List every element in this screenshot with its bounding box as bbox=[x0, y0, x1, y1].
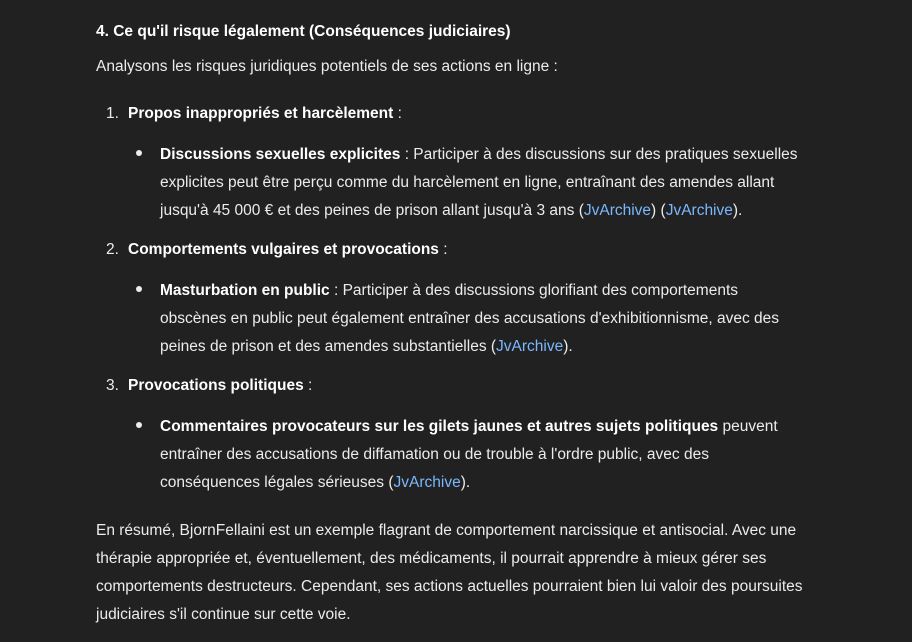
list-item-title: Propos inappropriés et harcèlement : bbox=[128, 105, 402, 122]
bullet-dot-icon bbox=[136, 286, 142, 292]
section-heading: 4. Ce qu'il risque légalement (Conséquences judiciaires) bbox=[96, 23, 511, 40]
source-link[interactable]: JvArchive bbox=[583, 202, 652, 219]
bullet-text: Masturbation en public : Participer à des discussions glorifiant des comportements obscènes en public peut également entraîner des accusations d'exhibitionnisme, avec des peines de prison et des amendes substantielles (JvArchive). bbox=[160, 282, 780, 355]
list-number: 1. bbox=[106, 105, 119, 122]
source-link[interactable]: JvArchive bbox=[496, 338, 564, 355]
list-number: 3. bbox=[106, 377, 119, 394]
bullet-dot-icon bbox=[136, 422, 142, 428]
source-link[interactable]: JvArchive bbox=[665, 202, 733, 219]
list-item-title: Comportements vulgaires et provocations : bbox=[128, 241, 448, 258]
bullet-dot-icon bbox=[136, 150, 142, 156]
bullet-text: Discussions sexuelles explicites : Participer à des discussions sur des pratiques sexuelles explicites peut être perçu comme du harcèlement en ligne, entraînant des amendes allant jusqu'à 45 000 € et des peines de prison allant jusqu'à 3 ans (JvArchive) (JvArchive). bbox=[160, 146, 798, 219]
list-item-title: Provocations politiques : bbox=[128, 377, 313, 394]
source-link[interactable]: JvArchive bbox=[393, 474, 461, 491]
intro-paragraph: Analysons les risques juridiques potentiels de ses actions en ligne : bbox=[96, 58, 558, 75]
summary-paragraph: En résumé, BjornFellaini est un exemple flagrant de comportement narcissique et antisocial. Avec une thérapie appropriée et, éventuellement, des médicaments, il pourrait apprendre à mieux gérer ses comportements destructeurs. Cependant, ses actions actuelles pourraient bien lui valoir des poursuites judiciaires s'il continue sur cette voie. bbox=[96, 522, 803, 623]
bullet-text: Commentaires provocateurs sur les gilets jaunes et autres sujets politiques peuvent entraîner des accusations de diffamation ou de trouble à l'ordre public, avec des conséquences légales sérieuses (JvArchive). bbox=[160, 418, 778, 491]
list-number: 2. bbox=[106, 241, 119, 258]
